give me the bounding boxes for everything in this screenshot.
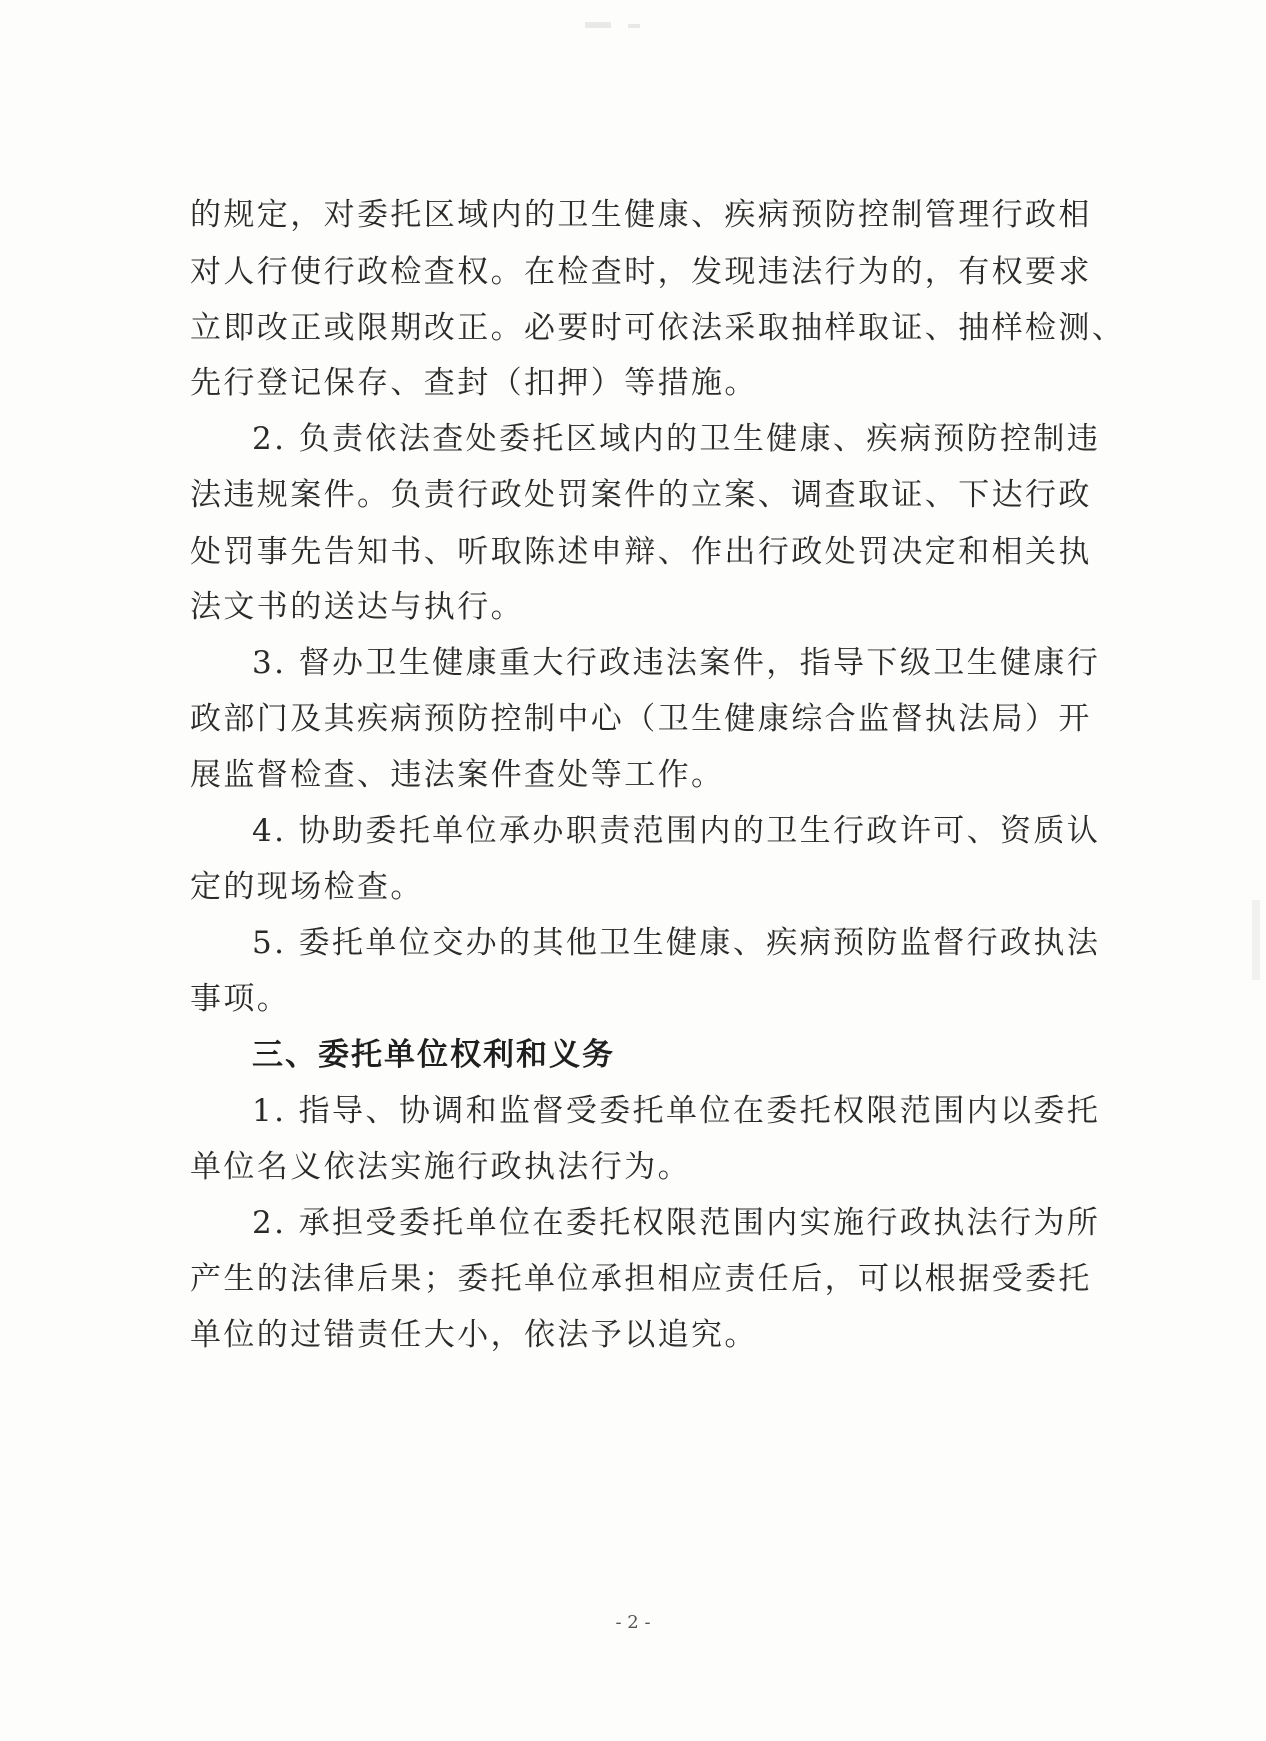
paragraph-line: 单位的过错责任大小，依法予以追究。 [190, 1317, 758, 1353]
list-item-line: 1. 指导、协调和监督受委托单位在委托权限范围内以委托 [252, 1093, 1101, 1129]
paragraph-line: 法违规案件。负责行政处罚案件的立案、调查取证、下达行政 [190, 477, 1092, 513]
scan-artifact [628, 24, 640, 28]
list-item-line: 2. 负责依法查处委托区域内的卫生健康、疾病预防控制违 [252, 421, 1101, 457]
paragraph-line: 单位名义依法实施行政执法行为。 [190, 1149, 691, 1185]
page-number: - 2 - [615, 1612, 651, 1633]
paragraph-line: 展监督检查、违法案件查处等工作。 [190, 757, 725, 793]
paragraph-line: 的规定，对委托区域内的卫生健康、疾病预防控制管理行政相 [190, 197, 1092, 233]
list-item-line: 4. 协助委托单位承办职责范围内的卫生行政许可、资质认 [252, 813, 1101, 849]
paragraph-line: 事项。 [190, 981, 291, 1017]
list-item-line: 3. 督办卫生健康重大行政违法案件，指导下级卫生健康行 [252, 645, 1101, 681]
scan-artifact [585, 22, 611, 28]
paragraph-line: 对人行使行政检查权。在检查时，发现违法行为的，有权要求 [190, 254, 1092, 290]
paragraph-line: 产生的法律后果；委托单位承担相应责任后，可以根据受委托 [190, 1261, 1092, 1297]
paragraph-line: 法文书的送达与执行。 [190, 589, 524, 625]
paragraph-line: 先行登记保存、查封（扣押）等措施。 [190, 365, 758, 401]
list-item-line: 5. 委托单位交办的其他卫生健康、疾病预防监督行政执法 [252, 925, 1101, 961]
scan-artifact [1252, 900, 1260, 980]
paragraph-line: 立即改正或限期改正。必要时可依法采取抽样取证、抽样检测、 [190, 310, 1126, 346]
paragraph-line: 处罚事先告知书、听取陈述申辩、作出行政处罚决定和相关执 [190, 534, 1092, 570]
list-item-line: 2. 承担受委托单位在委托权限范围内实施行政执法行为所 [252, 1205, 1101, 1241]
paragraph-line: 政部门及其疾病预防控制中心（卫生健康综合监督执法局）开 [190, 701, 1092, 737]
paragraph-line: 定的现场检查。 [190, 869, 424, 905]
section-heading: 三、委托单位权利和义务 [252, 1037, 615, 1073]
